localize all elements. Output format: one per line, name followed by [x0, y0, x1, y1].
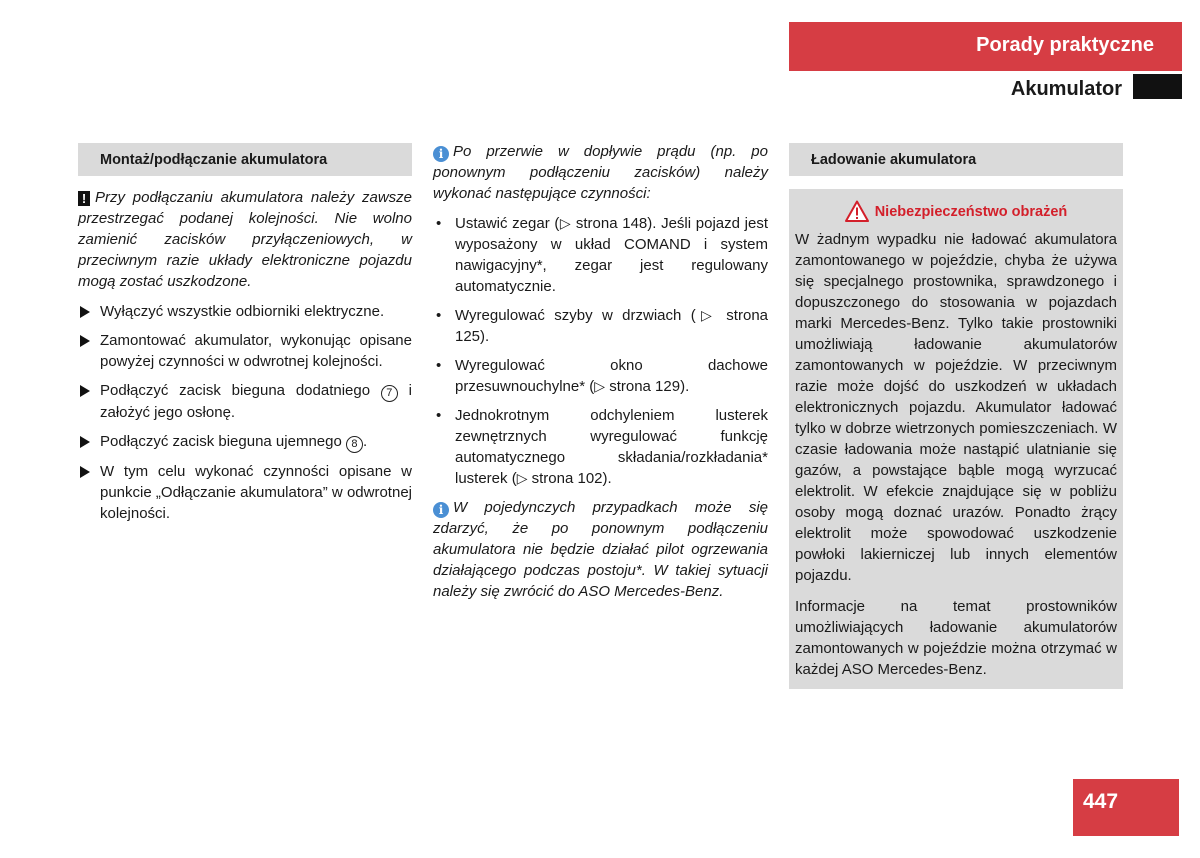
page-ref-triangle-icon: ▷ — [559, 215, 572, 231]
danger-title — [795, 199, 1117, 225]
list-item-text: Jednokrotnym odchyleniem lusterek zewnętrznych wyregulować funkcję automatycznego składania/rozkładania* lusterek ( — [455, 407, 768, 487]
step-arrow-icon — [80, 385, 90, 397]
section-title: Porady praktyczne — [976, 34, 1154, 56]
list-item-text: strona 102). — [527, 470, 612, 487]
page-ref-triangle-icon: ▷ — [516, 470, 528, 486]
danger-title-text: Niebezpieczeństwo obrażeń — [874, 204, 1068, 220]
list-item — [433, 213, 768, 297]
step-arrow-icon — [80, 335, 90, 347]
page-ref-triangle-icon: ▷ — [594, 378, 606, 394]
step-text: . — [362, 433, 368, 450]
section-heading-charging: Ładowanie akumulatora — [789, 143, 1123, 176]
exclamation-icon: ! — [78, 191, 90, 206]
section-heading-mounting: Montaż/podłączanie akumulatora — [78, 143, 412, 176]
list-item-text: strona 148). Jeśli pojazd jest wyposażony w układ COMAND i system nawigacyjny*, zegar jest regulowany automatycznie. — [455, 215, 768, 295]
step-item — [78, 301, 412, 322]
chapter-marker-block — [1133, 74, 1182, 99]
step-text: Podłączyć zacisk bieguna ujemnego — [100, 433, 346, 450]
step-text: W tym celu wykonać czynności opisane w punkcie „Odłączanie akumulatora” w odwrotnej kolejności. — [100, 463, 412, 522]
list-item-text: Wyregulować okno dachowe przesuwnouchylne* ( — [455, 357, 768, 395]
page-ref-triangle-icon: ▷ — [695, 307, 717, 323]
info-note-text: Po przerwie w dopływie prądu (np. po ponownym podłączeniu zacisków) należy wykonać następujące czynności: — [433, 143, 768, 202]
page-number: 447 — [1073, 779, 1179, 836]
danger-text: W żadnym wypadku nie ładować akumulatora zamontowanego w pojeździe, chyba że używa się specjalnego prostownika, sprawdzonego i dopuszczonego do stosowania w pojazdach marki Mercedes-Benz. Tylko takie prostowniki umożliwiają ładowanie akumulatorów zamontowanych w pojeździe. W przeciwnym razie może dojść do uszkodzeń w układach elektronicznych pojazdu. Akumulator ładować tylko w dobrze wietrzonych pomieszczeniach. W czasie ładowania może nastąpić ulatnianie się gazów, a powstające bąble mogą wyrzucać elektrolit. W efekcie znajdujące się w pobliżu osoby mogą doznać urazów. Ponadto żrący elektrolit może spowodować uszkodzenie powłoki lakierniczej lub innych elementów pojazdu. — [795, 231, 1117, 584]
step-text: Zamontować akumulator, wykonując opisane powyżej czynności w odwrotnej kolejności. — [100, 332, 412, 370]
step-item — [78, 380, 412, 423]
section-banner — [789, 22, 1182, 71]
info-note-power — [433, 141, 768, 204]
left-column — [78, 140, 412, 524]
list-item — [433, 305, 768, 347]
callout-number-7: 7 — [381, 385, 398, 402]
info-note-remote — [433, 497, 768, 602]
list-item — [433, 355, 768, 397]
warning-triangle-icon — [845, 200, 869, 222]
step-arrow-icon — [80, 306, 90, 318]
step-arrow-icon — [80, 466, 90, 478]
charger-info-text: Informacje na temat prostowników umożliwiających ładowanie akumulatorów zamontowanych w pojeździe można otrzymać w każdej ASO Mercedes-Benz. — [795, 598, 1117, 678]
step-item — [78, 431, 412, 453]
right-column — [789, 140, 1123, 689]
list-item — [433, 405, 768, 489]
info-note-text: W pojedynczych przypadkach może się zdarzyć, że po ponownym podłączeniu akumulatora nie będzie działać pilot ogrzewania działającego podczas postoju*. W takiej sytuacji należy się zwrócić do ASO Mercedes-Benz. — [433, 499, 768, 600]
danger-box — [789, 189, 1123, 689]
list-item-text: Ustawić zegar ( — [455, 215, 560, 232]
bullet-dot: • — [436, 357, 442, 374]
step-text: Wyłączyć wszystkie odbiorniki elektryczne. — [100, 303, 385, 320]
list-item-text: Wyregulować szyby w drzwiach ( — [455, 307, 696, 324]
callout-number-8: 8 — [346, 436, 363, 453]
list-item-text: strona 129). — [605, 378, 690, 395]
bullet-dot: • — [436, 307, 442, 324]
chapter-title: Akumulator — [1010, 78, 1122, 100]
list-item-text: strona 125). — [455, 307, 768, 345]
step-arrow-icon — [80, 436, 90, 448]
step-item — [78, 330, 412, 372]
caution-note — [78, 187, 412, 292]
bullet-dot: • — [436, 407, 442, 424]
caution-note-text: Przy podłączaniu akumulatora należy zawsze przestrzegać podanej kolejności. Nie wolno zamienić zacisków przyłączeniowych, w przeciwnym razie układy elektroniczne pojazdu mogą zostać uszkodzone. — [78, 189, 412, 290]
middle-column — [433, 140, 768, 602]
step-text: Podłączyć zacisk bieguna dodatniego — [100, 382, 381, 399]
info-icon: i — [433, 502, 449, 518]
bullet-dot: • — [436, 215, 442, 232]
step-text: i założyć jego osłonę. — [100, 382, 412, 421]
info-icon: i — [433, 146, 449, 162]
step-item — [78, 461, 412, 524]
